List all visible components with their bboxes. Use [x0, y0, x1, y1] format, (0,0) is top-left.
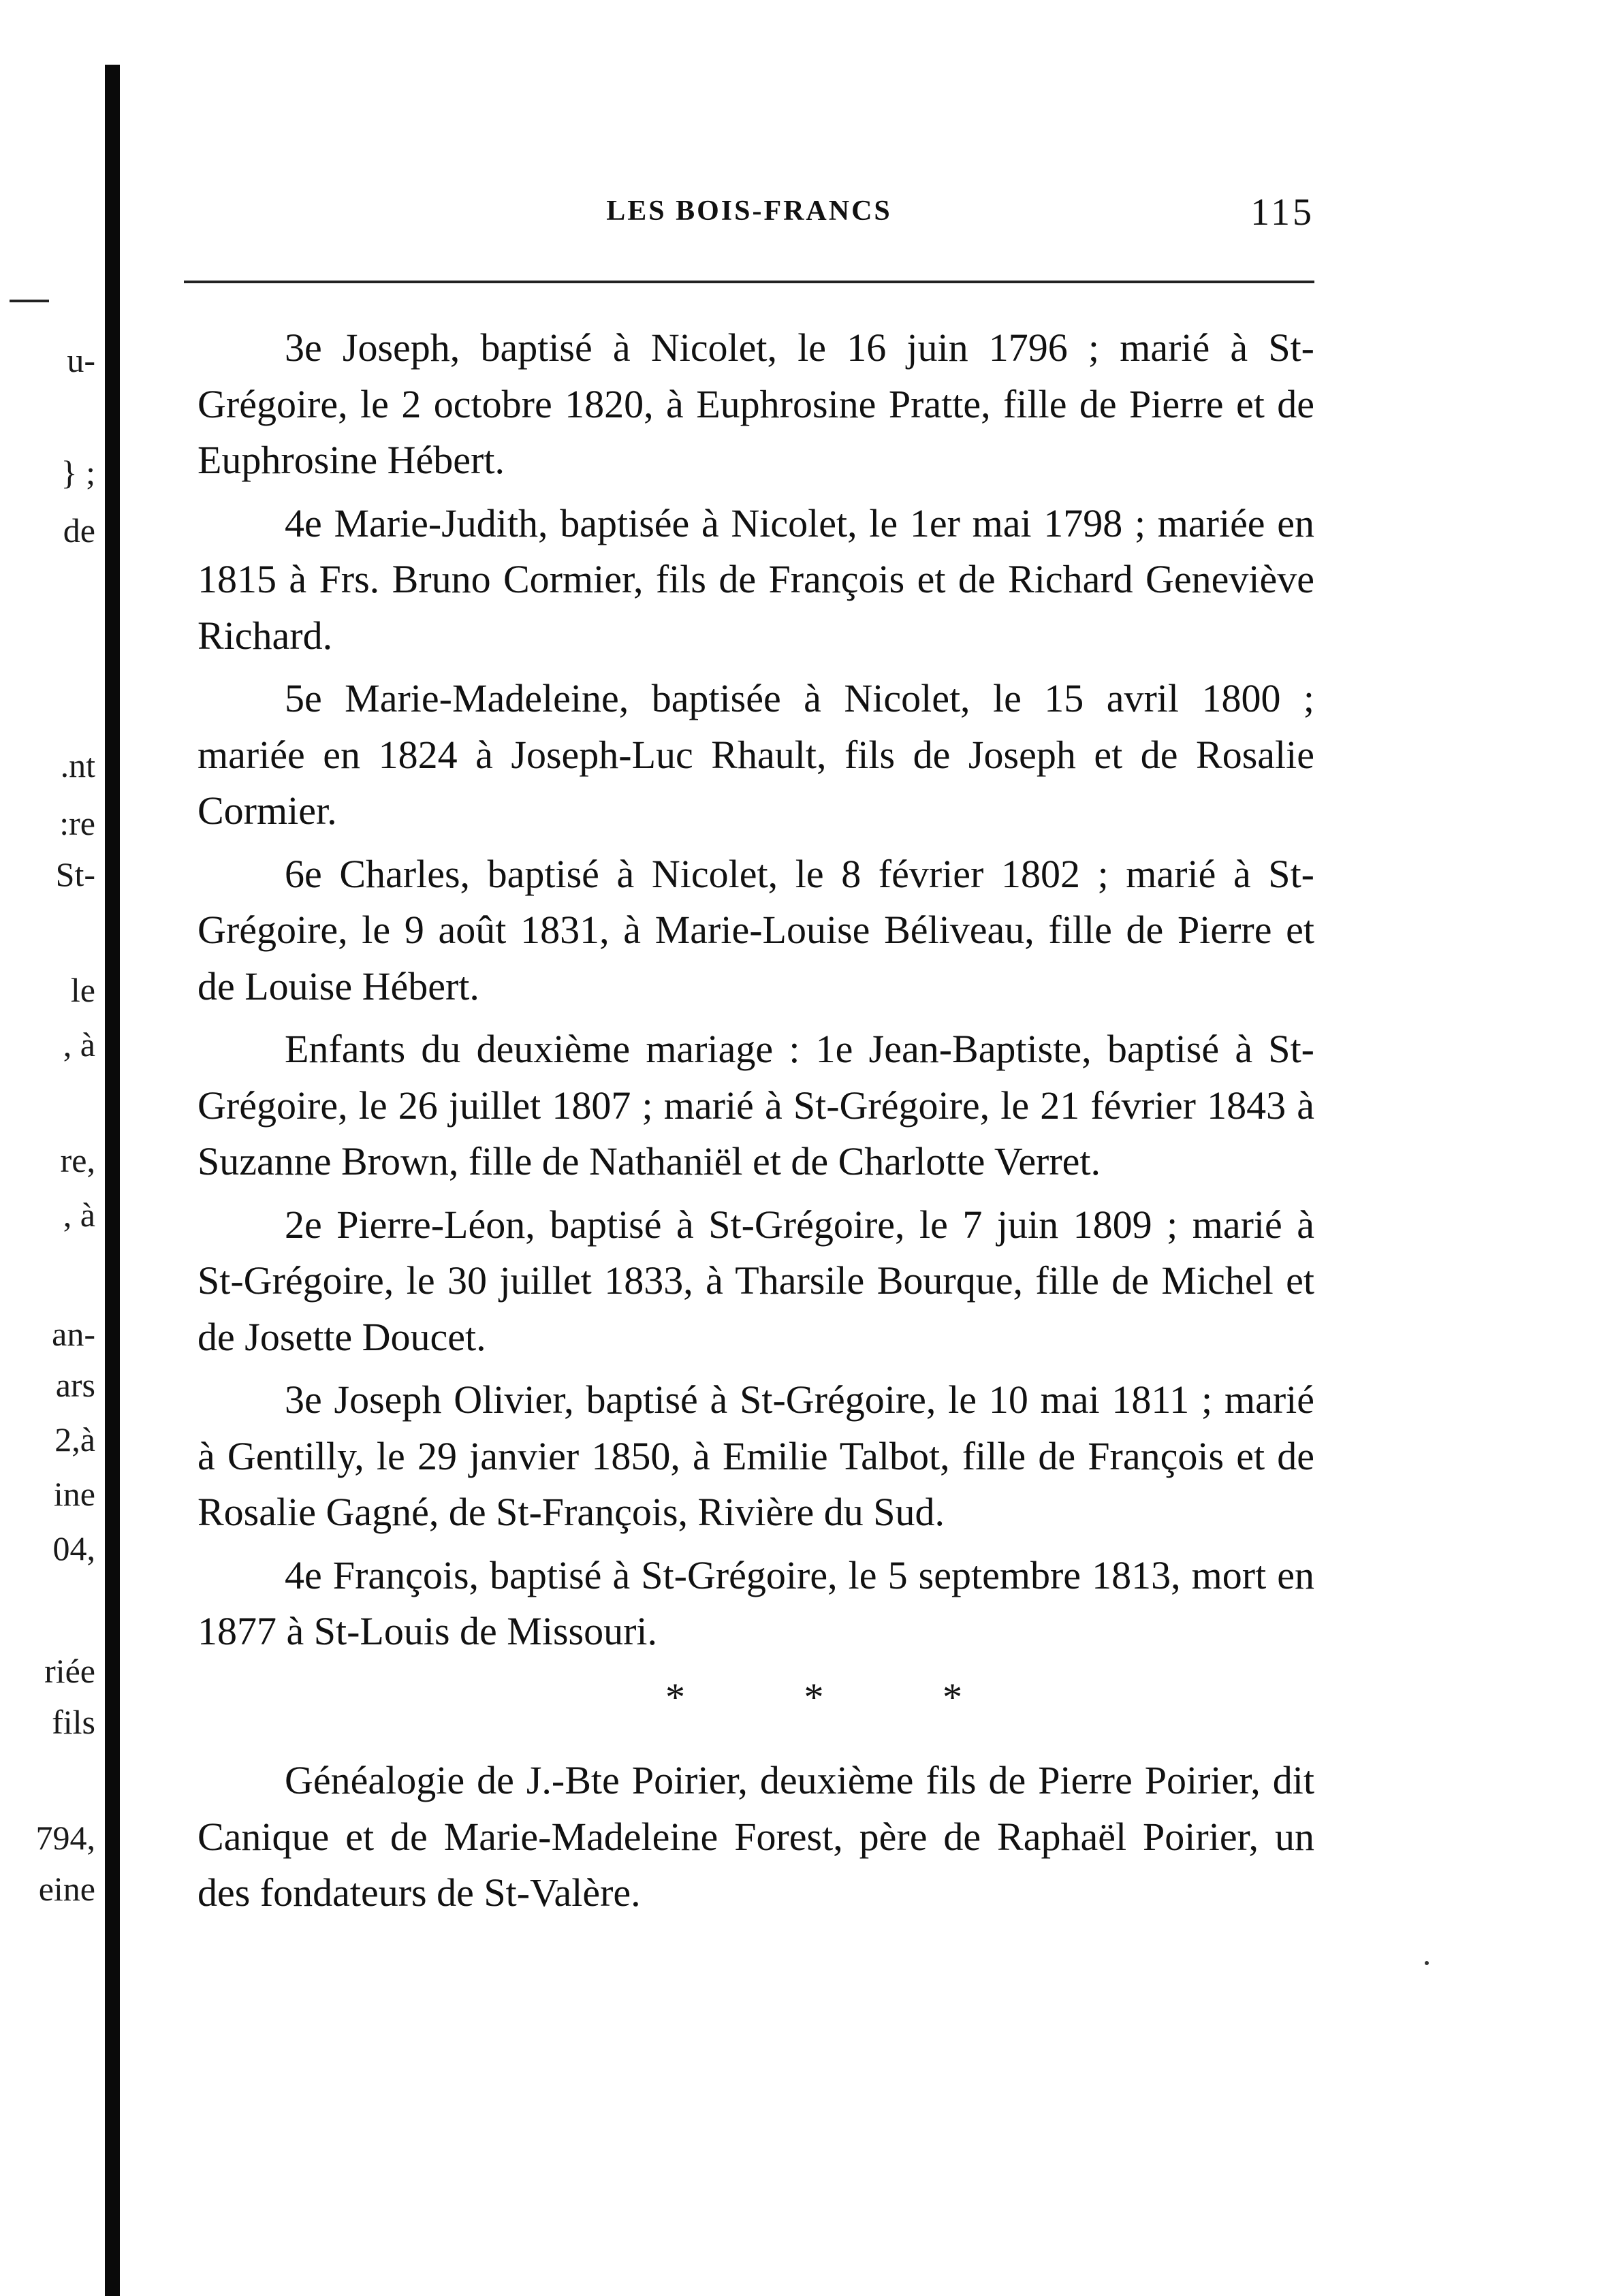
section-separator: * * *: [665, 1674, 1017, 1719]
paragraph: 3e Joseph, baptisé à Nicolet, le 16 juin 1796 ; marié à St-Grégoire, le 2 octobre 1820, à Euphrosine Pratte, fille de Pierre et de Euphrosine Hébert.: [197, 325, 1314, 482]
paragraph: 4e Marie-Judith, baptisée à Nicolet, le 1er mai 1798 ; mariée en 1815 à Frs. Bruno Cormier, fils de François et de Richard Geneviève Richard.: [197, 500, 1314, 658]
margin-fragment: St-: [55, 855, 95, 893]
margin-fragment: de: [63, 511, 95, 549]
facing-page-fragments: [0, 0, 102, 2296]
running-title: LES BOIS-FRANCS: [606, 195, 892, 227]
paragraph: 2e Pierre-Léon, baptisé à St-Grégoire, le 7 juin 1809 ; marié à St-Grégoire, le 30 juillet 1833, à Tharsile Bourque, fille de Michel et de Josette Doucet.: [197, 1202, 1314, 1359]
margin-fragment: 794,: [35, 1819, 95, 1857]
margin-fragment: u-: [67, 341, 95, 379]
margin-fragment: an-: [52, 1315, 95, 1353]
margin-fragment: fils: [52, 1703, 95, 1741]
paragraph: Enfants du deuxième mariage : 1e Jean-Baptiste, baptisé à St-Grégoire, le 26 juillet 1807 ; marié à St-Grégoire, le 21 février 1843 à Suzanne Brown, fille de Nathaniël et de Charlotte Verret.: [197, 1027, 1314, 1183]
binding-gutter: [105, 65, 120, 2296]
page-body: [197, 320, 1314, 1928]
margin-fragment: ars: [55, 1366, 95, 1404]
margin-fragment: .nt: [60, 746, 95, 784]
margin-fragment: ine: [53, 1475, 95, 1513]
header-rule: [184, 281, 1314, 283]
margin-fragment: } ;: [61, 453, 95, 492]
margin-fragment: eine: [38, 1870, 95, 1908]
paragraph: 5e Marie-Madeleine, baptisée à Nicolet, le 15 avril 1800 ; mariée en 1824 à Joseph-Luc Rhault, fils de Joseph et de Rosalie Cormier.: [197, 676, 1314, 833]
running-head: [184, 191, 1314, 238]
print-speck: [1425, 1961, 1429, 1965]
page-number: 115: [1250, 191, 1314, 234]
closing-paragraph: Généalogie de J.-Bte Poirier, deuxième fils de Pierre Poirier, dit Canique et de Marie-Madeleine Forest, père de Raphaël Poirier, un des fondateurs de St-Valère.: [197, 1758, 1314, 1915]
margin-fragment: , à: [63, 1025, 95, 1064]
paragraph: 6e Charles, baptisé à Nicolet, le 8 février 1802 ; marié à St-Grégoire, le 9 août 1831, à Marie-Louise Béliveau, fille de Pierre et de Louise Hébert.: [197, 851, 1314, 1008]
margin-fragment: :re: [59, 804, 95, 842]
margin-fragment: re,: [60, 1141, 95, 1179]
margin-fragment: , à: [63, 1196, 95, 1234]
paragraph: 4e François, baptisé à St-Grégoire, le 5 septembre 1813, mort en 1877 à St-Louis de Missouri.: [197, 1552, 1314, 1653]
paragraph: 3e Joseph Olivier, baptisé à St-Grégoire, le 10 mai 1811 ; marié à Gentilly, le 29 janvier 1850, à Emilie Talbot, fille de François et de Rosalie Gagné, de St-François, Rivière du Sud.: [197, 1377, 1314, 1534]
margin-fragment: le: [70, 971, 95, 1009]
margin-fragment: 2,à: [54, 1420, 95, 1458]
margin-fragment: 04,: [52, 1529, 95, 1567]
margin-fragment: riée: [44, 1652, 95, 1690]
